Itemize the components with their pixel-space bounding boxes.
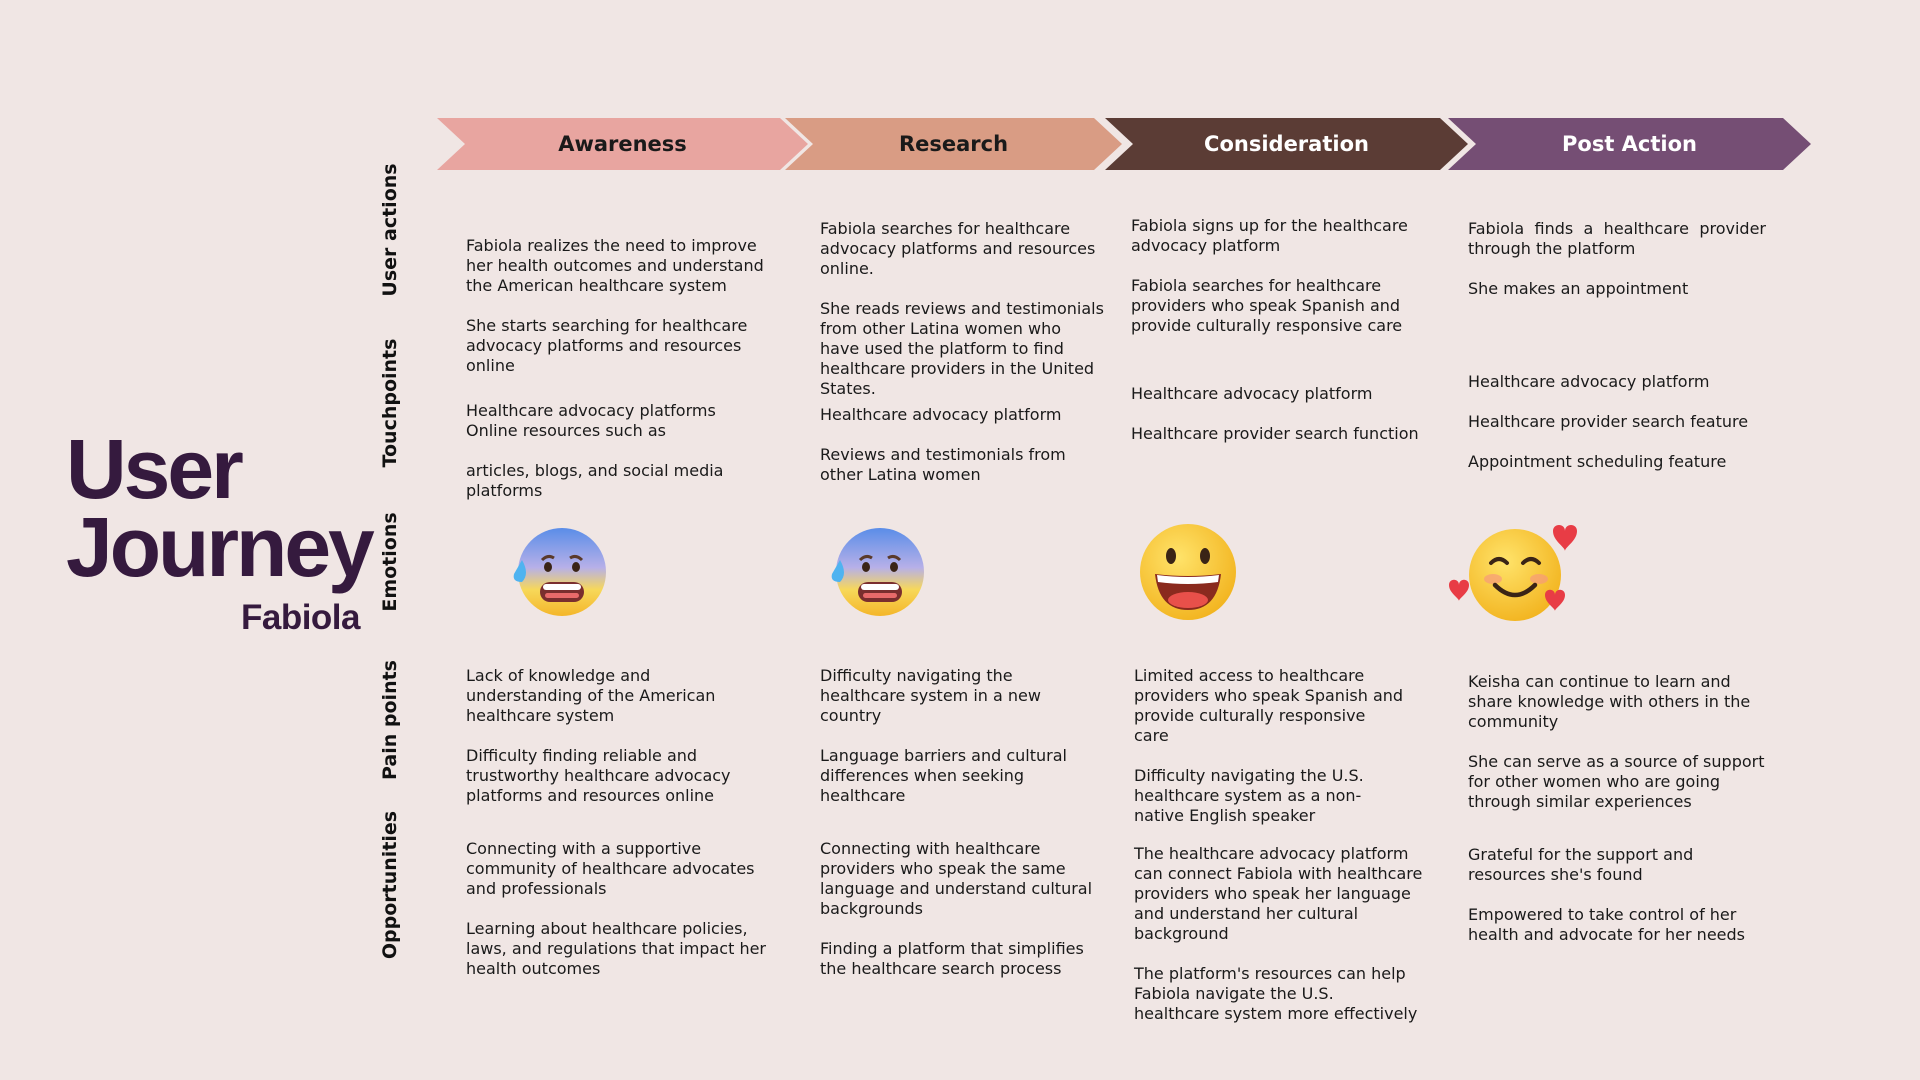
list-item: Empowered to take control of her health and advocate for her needs — [1468, 905, 1745, 944]
user-actions-consideration — [1131, 216, 1421, 336]
page-title — [66, 422, 372, 594]
list-item: Difficulty navigating the U.S. healthcare system as a non-native English speaker — [1134, 766, 1364, 825]
user-actions-post-action — [1468, 219, 1766, 299]
list-item: Healthcare advocacy platforms Online resources such as — [466, 401, 716, 440]
list-item: She starts searching for healthcare advocacy platforms and resources online — [466, 316, 748, 375]
title-line-2: Journey — [66, 500, 372, 594]
list-item: Fabiola finds a healthcare provider through the platform — [1468, 219, 1766, 258]
title-line-1: User — [66, 422, 241, 516]
title-block — [66, 422, 372, 638]
pain-points-research — [820, 666, 1080, 806]
list-item: Fabiola realizes the need to improve her health outcomes and understand the American healthcare system — [466, 236, 764, 295]
list-item: Learning about healthcare policies, laws, and regulations that impact her health outcomes — [466, 919, 767, 978]
list-item: Keisha can continue to learn and share knowledge with others in the community — [1468, 672, 1751, 731]
list-item: Reviews and testimonials from other Latina women — [820, 445, 1066, 484]
touchpoints-research — [820, 405, 1105, 485]
list-item: Fabiola searches for healthcare advocacy platforms and resources online. — [820, 219, 1096, 278]
list-item: Healthcare advocacy platform — [1131, 384, 1373, 403]
list-item: Difficulty navigating the healthcare system in a new country — [820, 666, 1041, 725]
list-item: Difficulty finding reliable and trustworthy healthcare advocacy platforms and resources online — [466, 746, 731, 805]
pain-points-awareness — [466, 666, 751, 806]
row-label-emotions: Emotions — [379, 512, 401, 612]
stage-label-post-action: Post Action — [1562, 132, 1697, 156]
opportunities-research — [820, 839, 1105, 979]
user-actions-research — [820, 219, 1105, 399]
list-item: Healthcare provider search function — [1131, 424, 1419, 443]
list-item: Limited access to healthcare providers who speak Spanish and provide culturally responsive care — [1134, 666, 1404, 745]
list-item: Connecting with a supportive community of healthcare advocates and professionals — [466, 839, 755, 898]
list-item: She reads reviews and testimonials from other Latina women who have used the platform to find healthcare providers in the United States. — [820, 299, 1104, 398]
persona-name: Fabiola — [240, 598, 360, 637]
smiling-hearts-icon — [1445, 515, 1585, 625]
stage-label-awareness: Awareness — [558, 132, 687, 156]
list-item: The healthcare advocacy platform can connect Fabiola with healthcare providers who speak her language and understand her cultural background — [1134, 844, 1423, 943]
list-item: Language barriers and cultural differences when seeking healthcare — [820, 746, 1067, 805]
list-item: The platform's resources can help Fabiola navigate the U.S. healthcare system more effectively — [1134, 964, 1418, 1023]
row-label-opportunities: Opportunities — [379, 810, 401, 960]
opportunities-consideration — [1134, 844, 1424, 1024]
touchpoints-post-action — [1468, 372, 1766, 472]
list-item: Lack of knowledge and understanding of the American healthcare system — [466, 666, 716, 725]
list-item: Grateful for the support and resources she's found — [1468, 845, 1694, 884]
pain-points-post-action — [1468, 672, 1766, 812]
stage-label-consideration: Consideration — [1204, 132, 1369, 156]
list-item: Fabiola signs up for the healthcare advocacy platform — [1131, 216, 1408, 255]
grinning-icon — [1133, 518, 1243, 623]
touchpoints-consideration — [1131, 384, 1421, 444]
list-item: Healthcare advocacy platform — [820, 405, 1062, 424]
opportunities-awareness — [466, 839, 766, 979]
list-item: articles, blogs, and social media platforms — [466, 461, 724, 500]
list-item: Connecting with healthcare providers who speak the same language and understand cultural backgrounds — [820, 839, 1093, 918]
list-item: Finding a platform that simplifies the healthcare search process — [820, 939, 1084, 978]
list-item: Healthcare provider search feature — [1468, 412, 1749, 431]
opportunities-post-action — [1468, 845, 1766, 945]
anxious-sweat-icon — [500, 520, 615, 620]
stage-label-research: Research — [898, 132, 1009, 156]
pain-points-consideration — [1134, 666, 1404, 826]
list-item: Healthcare advocacy platform — [1468, 372, 1710, 391]
row-label-touchpoints: Touchpoints — [379, 338, 401, 468]
anxious-sweat-icon — [818, 520, 933, 620]
list-item: She makes an appointment — [1468, 279, 1689, 298]
touchpoints-awareness — [466, 401, 786, 501]
list-item: She can serve as a source of support for other women who are going through similar experiences — [1468, 752, 1765, 811]
list-item: Fabiola searches for healthcare providers who speak Spanish and provide culturally responsive care — [1131, 276, 1403, 335]
row-label-pain-points: Pain points — [379, 660, 401, 780]
list-item: Appointment scheduling feature — [1468, 452, 1727, 471]
row-label-user-actions: User actions — [379, 163, 401, 297]
user-actions-awareness — [466, 236, 786, 376]
